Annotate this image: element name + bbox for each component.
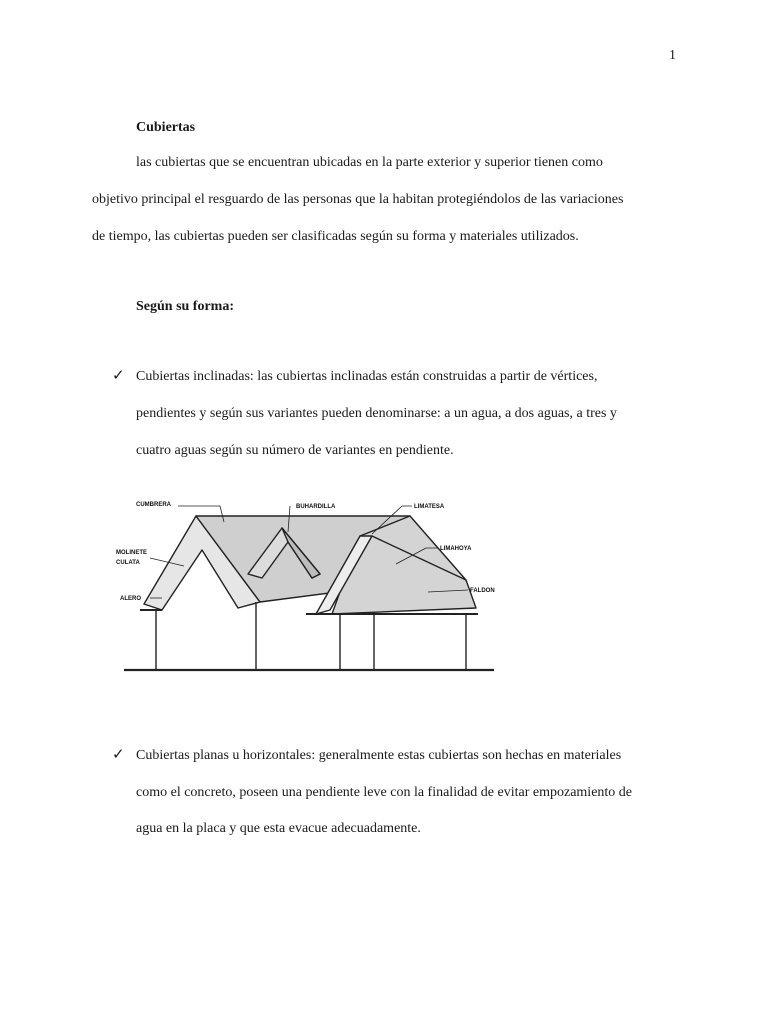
roof-diagram-svg <box>110 492 500 677</box>
page-number: 1 <box>669 48 676 63</box>
section-title: Según su forma: <box>136 299 235 314</box>
intro-line-2: objetivo principal el resguardo de las personas que la habitan protegiéndolos de las variaciones <box>92 192 624 207</box>
label-molinete: MOLINETE <box>116 550 147 556</box>
bullet-1-line-1: Cubiertas inclinadas: las cubiertas inclinadas están construidas a partir de vértices, <box>136 369 598 384</box>
bullet-2-line-1: Cubiertas planas u horizontales: generalmente estas cubiertas son hechas en materiales <box>136 748 622 763</box>
checkmark-icon: ✓ <box>112 747 125 763</box>
label-buhardilla: BUHARDILLA <box>296 504 336 510</box>
label-limatesa: LIMATESA <box>414 504 445 510</box>
checkmark-icon: ✓ <box>112 368 125 384</box>
document-title: Cubiertas <box>136 120 196 135</box>
label-limahoya: LIMAHOYA <box>440 546 472 552</box>
intro-line-3: de tiempo, las cubiertas pueden ser clasificadas según su forma y materiales utilizados. <box>92 229 579 244</box>
roof-diagram <box>110 492 500 677</box>
intro-line-1: las cubiertas que se encuentran ubicadas en la parte exterior y superior tienen como <box>136 155 603 170</box>
bullet-2-line-3: agua en la placa y que esta evacue adecuadamente. <box>136 821 421 836</box>
label-cumbrera: CUMBRERA <box>136 502 171 508</box>
label-culata: CULATA <box>116 560 140 566</box>
label-alero: ALERO <box>120 596 141 602</box>
bullet-1-line-3: cuatro aguas según su número de variantes en pendiente. <box>136 443 454 458</box>
bullet-1-line-2: pendientes y según sus variantes pueden denominarse: a un agua, a dos aguas, a tres y <box>136 406 617 421</box>
bullet-2-line-2: como el concreto, poseen una pendiente leve con la finalidad de evitar empozamiento de <box>136 785 633 800</box>
label-faldon: FALDON <box>470 588 495 594</box>
